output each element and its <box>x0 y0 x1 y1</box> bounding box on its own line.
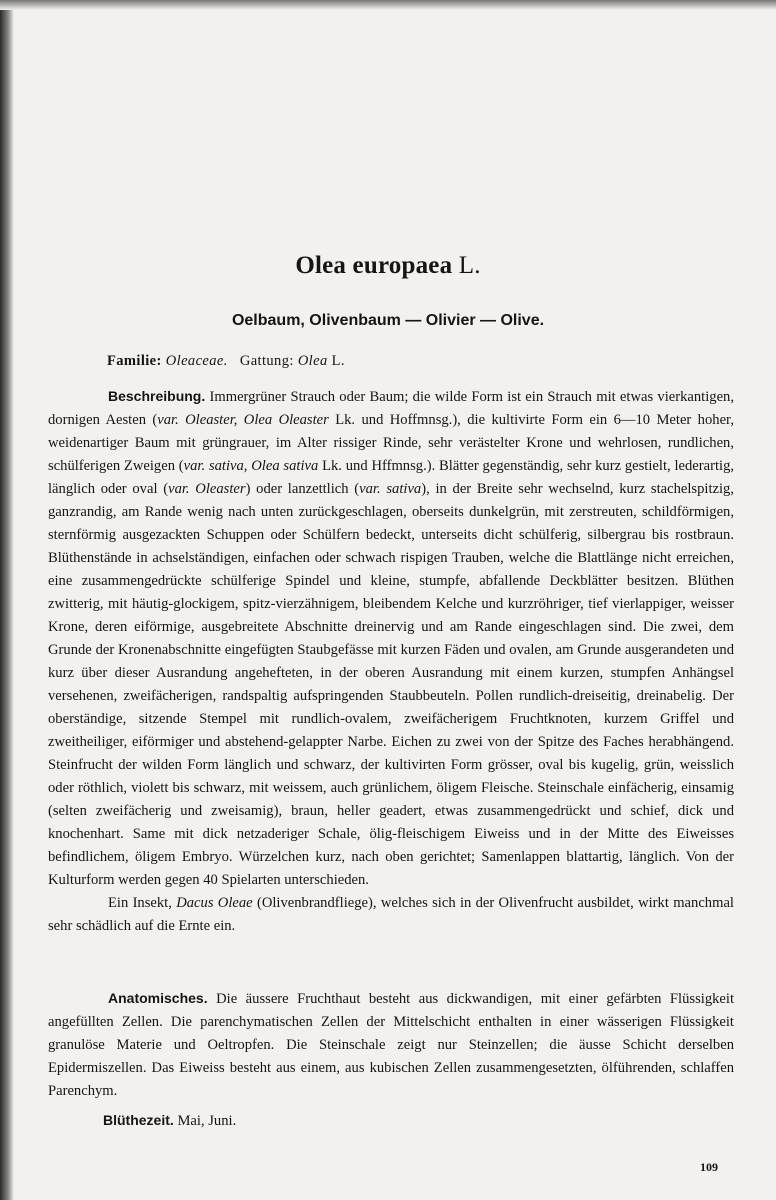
variety-sativa-2: var. sativa <box>359 481 422 497</box>
insect-text-1: Ein Insekt, <box>108 895 177 911</box>
anatomy-section <box>48 987 734 1103</box>
description-paragraph <box>48 385 734 892</box>
variety-sativa-1: var. sativa, Olea sativa <box>183 458 319 474</box>
anatomy-heading: Anatomisches. <box>108 990 208 1006</box>
family-value: Oleaceae. <box>165 353 228 369</box>
page-number: 109 <box>700 1160 718 1174</box>
genus-label: Gattung: <box>239 353 294 369</box>
common-names: Oelbaum, Olivenbaum — Olivier — Olive. <box>231 312 545 329</box>
anatomy-text: Die äussere Fruchthaut besteht aus dickwandigen, mit einer gefärbten Flüssigkeit angefüllten Zellen. Die parenchymatischen Zellen der Mittelschicht enthalten in einer wässerigen Flüssigkeit granulöse Materie und Oeltropfen. Die Steinschale zeigt nur Steinzellen; die äusse Schicht derselben Epidermiszellen. Das Eiweiss besteht aus einem, aus kubischen Zellen zusammengesetzten, ölführenden, schlaffen Parenchym. <box>48 991 734 1099</box>
page-title <box>0 252 776 280</box>
species-author: L. <box>458 252 481 279</box>
description-text-3: Lk. und Hffmnsg.). Blätter gegenständig, sehr kurz gestielt, lederartig, länglich oder oval ( <box>48 458 735 497</box>
species-name: Olea europaea <box>295 252 453 279</box>
variety-oleaster-2: var. Oleaster <box>168 481 246 497</box>
scan-edge-left <box>0 0 14 1200</box>
insect-name: Dacus Oleae <box>176 895 253 911</box>
taxonomy-line <box>107 353 345 370</box>
description-text-1: Immergrüner Strauch oder Baum; die wilde Form ist ein Strauch mit etwas vierkantigen, dornigen Aesten ( <box>48 389 734 428</box>
flowering-text: Mai, Juni. <box>177 1113 237 1129</box>
genus-value: Olea <box>297 353 328 369</box>
family-label: Familie: <box>107 353 162 369</box>
variety-oleaster-1: var. Oleaster, Olea Oleaster <box>157 412 329 428</box>
scan-edge-top <box>0 0 776 10</box>
description-text-5: ), in der Breite sehr wechselnd, kurz stachelspitzig, ganzrandig, am Rande wenig nach unten zurückgeschlagen, oberseits dunkelgrün, mit zerstreuten, schildförmigen, sternförmig ausgezackten Schuppen oder Schülfern bedeckt, unterseits dicht schülferig, silbergrau bis rostbraun. Blüthenstände in achselständigen, einfachen oder schwach rispigen Trauben, welche die Blattlänge nicht erreichen, eine zusammengedrückte schülferige Spindel und kleine, stumpfe, abfallende Deckblätter besitzen. Blüthen zwitterig, mit häutig-glockigem, spitz-vierzähnigem, bleibendem Kelche und kurzröhriger, tief vierlappiger, weisser Krone, deren eiförmige, ausgebreitete Abschnitte dreinervig und am Rande eingeschlagen sind. Die zwei, dem Grunde der Kronenabschnitte eingefügten Staubgefässe mit kurzen Fäden und ovalen, am Grunde ausgerandeten und kurz über dieser Ausrandung angehefteten, in der oberen Ausrandung mit einem kurzen, stumpfen Anhängsel versehenen, zweifächerigen, randspaltig aufspringenden Staubbeuteln. Pollen rundlich-dreiseitig, dreinabelig. Der oberständige, sitzende Stempel mit rundlich-ovalem, zweifächerigem Fruchtknoten, kurzem Griffel und zweitheiliger, eiförmiger und abstehend-gelappter Narbe. Eichen zu zwei von der Spitze des Faches herabhängend. Steinfrucht der wilden Form länglich und schwarz, der kultivirten Form grösser, oval bis kugelig, grün, weisslich oder röthlich, violett bis schwarz, mit weissem, auch grünlichem, öligem Fleische. Steinschale einfächerig, einsamig (selten zweifächerig und zweisamig), braun, heller geadert, etwas zusammengedrückt und schief, dick und knochenhart. Same mit dick netzaderiger Schale, ölig-fleischigem Eiweiss und in der Mitte des Eiweisses befindlichem, öligem Embryo. Würzelchen kurz, nach oben gerichtet; Samenlappen blattartig, länglich. Von der Kulturform werden gegen 40 Spielarten unterschieden. <box>48 481 734 888</box>
insect-text-2: (Olivenbrandfliege), welches sich in der Olivenfrucht ausbildet, wirkt manchmal sehr schädlich auf die Ernte ein. <box>48 895 734 934</box>
description-section <box>48 385 734 938</box>
description-text-4: ) oder lanzettlich ( <box>245 481 360 497</box>
flowering-heading: Blüthezeit. <box>103 1112 174 1128</box>
genus-author: L. <box>331 353 345 369</box>
flowering-section <box>103 1112 236 1130</box>
description-heading: Beschreibung. <box>108 388 206 404</box>
insect-paragraph <box>48 892 734 938</box>
anatomy-paragraph <box>48 987 734 1103</box>
description-text-2: Lk. und Hoffmnsg.), die kultivirte Form ein 6—10 Meter hoher, weidenartiger Baum mit grüngrauer, im Alter rissiger Rinde, sehr verästelter Krone und wehrlosen, rundlichen, schülferigen Zweigen ( <box>48 412 734 474</box>
